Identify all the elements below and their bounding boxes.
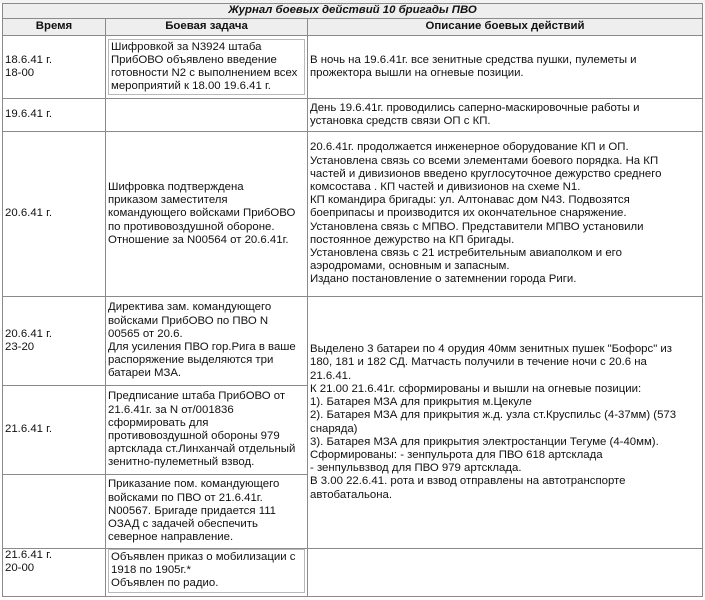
row-task: Шифровка подтверждена приказом заместителя командующего войсками ПрибОВО по противовоздушной обороне. Отношение за N00564 от 20.6.41г. xyxy=(106,132,308,297)
merged-description: Выделено 3 батареи по 4 орудия 40мм зенитных пушек "Бофорс" из 180, 181 и 182 СД. Матчасть получили в течение ночи с 20.6 на 21.6.41. К 21.00 21.6.41г. сформированы и вышли на огневые позиции: 1). Батарея МЗА для прикрытия м.Цекуле 2). Батарея МЗА для прикрытия ж.д. узла ст.Круспильс (4-37мм) (573 снаряда) 3). Батарея МЗА для прикрытия электростанции Тегуме (4-40мм). Сформированы: - зенпульрота для ПВО 618 артсклада - зенпульвзвод для ПВО 979 артсклада. В 3.00 22.6.41. рота и взвод отправлены на автотранспорте автобатальона. xyxy=(308,297,703,549)
task-box: Шифровкой за N3924 штаба ПрибОВО объявлено введение готовности N2 с выполнением всех мероприятий к 18.00 19.6.41 г. xyxy=(108,39,305,96)
row-time: 21.6.41 г. 20-00 xyxy=(3,549,106,597)
row-task xyxy=(106,99,308,132)
row-description: 20.6.41г. продолжается инженерное оборудование КП и ОП. Установлена связь со всеми элементами боевого порядка. На КП частей и дивизионов введено круглосуточное дежурство среднего комсостава . КП частей и дивизионов на схеме N1. КП командира бригады: ул. Алтонавас дом N43. Подвозятся боеприпасы и производится их окончательное снаряжение. Установлена связь с МПВО. Представители МПВО установили постоянное дежурство на КП бригады. Установлена связь с 21 истребительным авиаполком и его аэродромами, основным и запасным. Издано постановление о затемнении города Риги. xyxy=(308,132,703,297)
row-time: 18.6.41 г. 18-00 xyxy=(3,36,106,99)
row-description: В ночь на 19.6.41г. все зенитные средства пушки, пулеметы и прожектора вышли на огневые позиции. xyxy=(308,36,703,99)
header-description: Описание боевых действий xyxy=(308,19,703,36)
header-task: Боевая задача xyxy=(106,19,308,36)
table-row xyxy=(3,549,703,597)
table-row xyxy=(3,297,703,386)
row-time: 20.6.41 г. 23-20 xyxy=(3,297,106,386)
table-row xyxy=(3,132,703,297)
row-task xyxy=(106,36,308,99)
row-time: 21.6.41 г. xyxy=(3,386,106,475)
row-time: 19.6.41 г. xyxy=(3,99,106,132)
task-box: Объявлен приказ о мобилизации с 1918 по 1905г.* Объявлен по радио. xyxy=(108,549,305,593)
table-row xyxy=(3,36,703,99)
journal-title: Журнал боевых действий 10 бригады ПВО xyxy=(3,4,703,19)
header-time: Время xyxy=(3,19,106,36)
row-description xyxy=(308,549,703,597)
row-task xyxy=(106,549,308,597)
row-task: Директива зам. командующего войсками ПрибОВО по ПВО N 00565 от 20.6. Для усиления ПВО гор.Рига в ваше распоряжение выделяются три батареи МЗА. xyxy=(106,297,308,386)
row-task: Предписание штаба ПрибОВО от 21.6.41г. за N от/001836 сформировать для противовоздушной обороны 979 артсклада ст.Линханчай отдельный зенитно-пулеметный взвод. xyxy=(106,386,308,475)
combat-journal-table xyxy=(2,3,703,597)
row-time: 20.6.41 г. xyxy=(3,132,106,297)
row-description: День 19.6.41г. проводились саперно-маскировочные работы и установка средств связи ОП с КП. xyxy=(308,99,703,132)
row-task: Приказание пом. командующего войсками по ПВО от 21.6.41г. N00567. Бригаде придается 111 ОЗАД с задачей обеспечить северное направление. xyxy=(106,475,308,549)
table-row xyxy=(3,99,703,132)
row-time xyxy=(3,475,106,549)
